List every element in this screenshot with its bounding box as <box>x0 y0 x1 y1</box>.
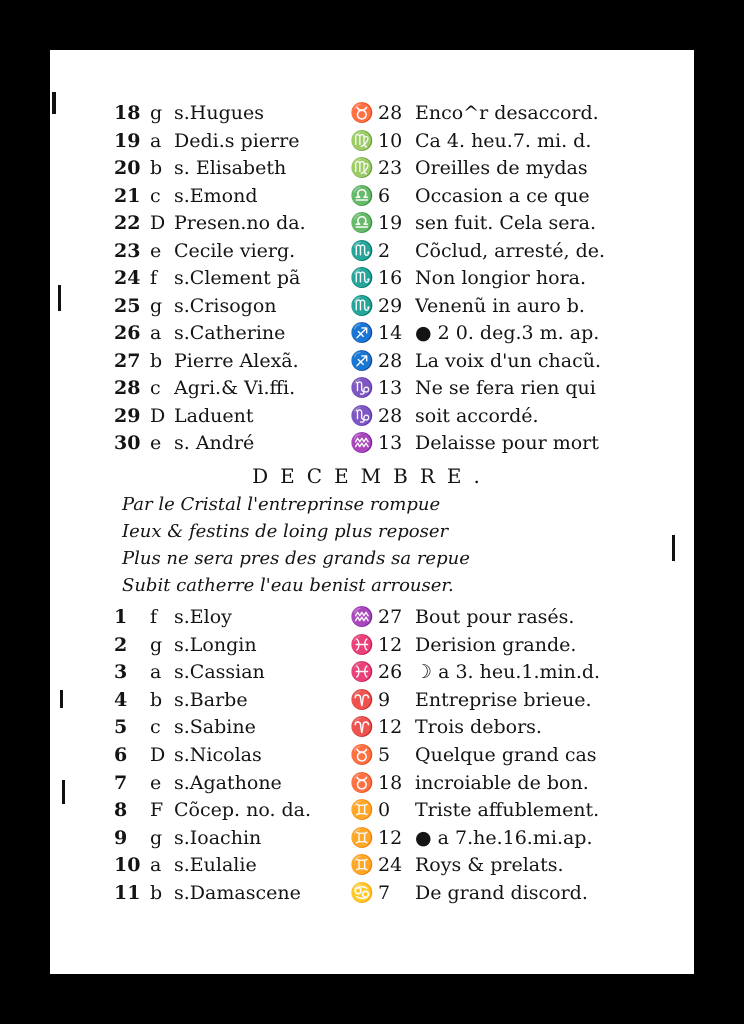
day-number: 8 <box>114 799 128 822</box>
day-number: 10 <box>114 854 141 877</box>
dominical-letter: a <box>150 661 162 684</box>
zodiac-degree: 6 <box>378 184 391 207</box>
prediction-text: Ne se fera rien qui <box>415 377 596 399</box>
day-number: 22 <box>114 212 141 234</box>
calendar-row <box>50 604 694 630</box>
day-number: 20 <box>114 157 141 179</box>
dominical-letter: b <box>150 882 163 904</box>
saint-name: Laduent <box>174 404 254 427</box>
dominical-letter: a <box>150 129 162 152</box>
prediction-text: De grand discord. <box>415 882 588 904</box>
calendar-row <box>50 852 694 878</box>
day-number: 9 <box>114 826 128 849</box>
calendar-row <box>50 632 694 658</box>
dominical-letter: a <box>150 854 162 877</box>
saint-name: s.Emond <box>174 184 258 207</box>
saint-name: s. André <box>174 432 255 454</box>
day-number: 11 <box>114 882 141 904</box>
prediction-text: incroiable de bon. <box>415 771 589 794</box>
calendar-row <box>50 293 694 319</box>
saint-name: s.Eulalie <box>174 854 257 877</box>
saint-name: Dedi.s pierre <box>174 129 300 152</box>
zodiac-sign-icon: ♈ <box>350 688 374 711</box>
day-number: 27 <box>114 349 141 372</box>
zodiac-degree: 10 <box>378 129 403 152</box>
prediction-text: Non longior hora. <box>415 267 587 289</box>
calendar-row <box>50 659 694 685</box>
saint-name: s.Ioachin <box>174 826 262 849</box>
zodiac-degree: 29 <box>378 294 403 317</box>
zodiac-sign-icon: ♉ <box>350 771 374 794</box>
calendar-row <box>50 742 694 768</box>
zodiac-degree: 23 <box>378 157 403 179</box>
scan-mark-left <box>60 690 63 708</box>
prediction-text: Oreilles de mydas <box>415 157 588 179</box>
month-heading: DECEMBRE. <box>252 464 492 488</box>
dominical-letter: b <box>150 688 163 711</box>
zodiac-degree: 28 <box>378 349 403 372</box>
zodiac-degree: 28 <box>378 102 403 124</box>
saint-name: Presen.no da. <box>174 212 306 234</box>
saint-name: Agri.& Vi.ffi. <box>174 377 296 399</box>
dominical-letter: c <box>150 377 161 399</box>
calendar-row <box>50 403 694 429</box>
dominical-letter: e <box>150 432 162 454</box>
zodiac-sign-icon: ♒ <box>350 606 374 628</box>
day-number: 23 <box>114 239 141 262</box>
zodiac-degree: 12 <box>378 716 403 739</box>
calendar-row <box>50 770 694 796</box>
prediction-text: Triste affublement. <box>415 799 600 822</box>
dominical-letter: D <box>150 404 166 427</box>
prediction-text: La voix d'un chacũ. <box>415 349 602 372</box>
prediction-text: Quelque grand cas <box>415 744 597 766</box>
saint-name: s.Clement pã <box>174 267 301 289</box>
zodiac-sign-icon: ♊ <box>350 854 374 877</box>
calendar-row <box>50 183 694 209</box>
day-number: 30 <box>114 432 141 454</box>
scan-mark-right <box>672 535 675 561</box>
prediction-text: Derision grande. <box>415 633 577 656</box>
prediction-text: Roys & prelats. <box>415 854 564 877</box>
saint-name: s.Damascene <box>174 882 301 904</box>
saint-name: s. Elisabeth <box>174 157 287 179</box>
zodiac-degree: 14 <box>378 322 403 344</box>
zodiac-sign-icon: ♎ <box>350 184 374 207</box>
calendar-row <box>50 825 694 851</box>
zodiac-degree: 12 <box>378 826 403 849</box>
calendar-row <box>50 100 694 126</box>
saint-name: s.Catherine <box>174 322 286 344</box>
zodiac-degree: 13 <box>378 377 403 399</box>
scan-mark-left <box>62 780 65 804</box>
zodiac-sign-icon: ♋ <box>350 882 374 904</box>
zodiac-degree: 27 <box>378 606 403 628</box>
scan-mark-left <box>52 92 56 114</box>
zodiac-sign-icon: ♎ <box>350 212 374 234</box>
calendar-row <box>50 430 694 456</box>
day-number: 21 <box>114 184 141 207</box>
verse-line: Subit catherre l'eau benist arrouser. <box>122 575 454 596</box>
dominical-letter: F <box>150 799 164 822</box>
prediction-text: Enco^r desaccord. <box>415 102 599 124</box>
saint-name: s.Crisogon <box>174 294 277 317</box>
saint-name: s.Nicolas <box>174 744 262 766</box>
zodiac-degree: 2 <box>378 239 391 262</box>
zodiac-sign-icon: ♏ <box>350 267 374 289</box>
prediction-text: Occasion a ce que <box>415 184 590 207</box>
dominical-letter: D <box>150 212 166 234</box>
zodiac-sign-icon: ♓ <box>350 633 374 656</box>
zodiac-sign-icon: ♑ <box>350 404 374 427</box>
prediction-text: Ca 4. heu.7. mi. d. <box>415 129 592 152</box>
dominical-letter: f <box>150 267 158 289</box>
zodiac-degree: 26 <box>378 661 403 684</box>
dominical-letter: c <box>150 716 161 739</box>
saint-name: s.Cassian <box>174 661 265 684</box>
prediction-text: ● 2 0. deg.3 m. ap. <box>415 322 600 344</box>
saint-name: s.Hugues <box>174 102 264 124</box>
prediction-text: Delaisse pour mort <box>415 432 599 454</box>
zodiac-degree: 24 <box>378 854 403 877</box>
calendar-row <box>50 128 694 154</box>
day-number: 6 <box>114 744 128 766</box>
saint-name: s.Longin <box>174 633 257 656</box>
prediction-text: ● a 7.he.16.mi.ap. <box>415 826 593 849</box>
prediction-text: ☽ a 3. heu.1.min.d. <box>415 661 601 684</box>
zodiac-sign-icon: ♊ <box>350 799 374 822</box>
saint-name: s.Agathone <box>174 771 282 794</box>
scan-mark-left <box>58 285 61 311</box>
zodiac-sign-icon: ♐ <box>350 322 374 344</box>
zodiac-degree: 16 <box>378 267 403 289</box>
verse-line: Plus ne sera pres des grands sa repue <box>122 548 470 569</box>
calendar-row <box>50 210 694 236</box>
day-number: 3 <box>114 661 128 684</box>
dominical-letter: b <box>150 349 163 372</box>
zodiac-sign-icon: ♏ <box>350 294 374 317</box>
zodiac-sign-icon: ♍ <box>350 129 374 152</box>
saint-name: s.Barbe <box>174 688 248 711</box>
dominical-letter: g <box>150 102 163 124</box>
zodiac-degree: 13 <box>378 432 403 454</box>
calendar-row <box>50 320 694 346</box>
saint-name: s.Sabine <box>174 716 256 739</box>
calendar-row <box>50 714 694 740</box>
prediction-text: Bout pour rasés. <box>415 606 575 628</box>
prediction-text: Venenũ in auro b. <box>415 294 585 317</box>
dominical-letter: e <box>150 771 162 794</box>
dominical-letter: c <box>150 184 161 207</box>
saint-name: Cõcep. no. da. <box>174 799 312 822</box>
calendar-row <box>50 687 694 713</box>
saint-name: s.Eloy <box>174 606 232 628</box>
zodiac-degree: 18 <box>378 771 403 794</box>
day-number: 18 <box>114 102 141 124</box>
day-number: 29 <box>114 404 141 427</box>
zodiac-degree: 12 <box>378 633 403 656</box>
verse-line: Par le Cristal l'entreprinse rompue <box>122 494 441 515</box>
zodiac-sign-icon: ♉ <box>350 102 374 124</box>
day-number: 1 <box>114 606 128 628</box>
day-number: 24 <box>114 267 141 289</box>
saint-name: Pierre Alexã. <box>174 349 299 372</box>
zodiac-degree: 7 <box>378 882 391 904</box>
dominical-letter: g <box>150 294 163 317</box>
calendar-row <box>50 348 694 374</box>
zodiac-sign-icon: ♍ <box>350 157 374 179</box>
calendar-row <box>50 375 694 401</box>
zodiac-sign-icon: ♊ <box>350 826 374 849</box>
calendar-row <box>50 880 694 906</box>
day-number: 5 <box>114 716 128 739</box>
prediction-text: sen fuit. Cela sera. <box>415 212 597 234</box>
zodiac-degree: 5 <box>378 744 391 766</box>
calendar-row <box>50 797 694 823</box>
prediction-text: soit accordé. <box>415 404 539 427</box>
dominical-letter: b <box>150 157 163 179</box>
calendar-row <box>50 238 694 264</box>
zodiac-degree: 0 <box>378 799 391 822</box>
zodiac-sign-icon: ♈ <box>350 716 374 739</box>
day-number: 4 <box>114 688 128 711</box>
zodiac-sign-icon: ♓ <box>350 661 374 684</box>
day-number: 7 <box>114 771 128 794</box>
dominical-letter: D <box>150 744 166 766</box>
zodiac-sign-icon: ♐ <box>350 349 374 372</box>
zodiac-sign-icon: ♉ <box>350 744 374 766</box>
day-number: 19 <box>114 129 141 152</box>
prediction-text: Trois debors. <box>415 716 542 739</box>
zodiac-degree: 9 <box>378 688 391 711</box>
verse-line: Ieux & festins de loing plus reposer <box>122 521 449 542</box>
almanac-page <box>50 50 694 974</box>
zodiac-sign-icon: ♑ <box>350 377 374 399</box>
zodiac-sign-icon: ♏ <box>350 239 374 262</box>
dominical-letter: g <box>150 826 163 849</box>
saint-name: Cecile vierg. <box>174 239 296 262</box>
zodiac-degree: 19 <box>378 212 403 234</box>
dominical-letter: a <box>150 322 162 344</box>
zodiac-sign-icon: ♒ <box>350 432 374 454</box>
day-number: 26 <box>114 322 141 344</box>
day-number: 2 <box>114 633 128 656</box>
dominical-letter: e <box>150 239 162 262</box>
zodiac-degree: 28 <box>378 404 403 427</box>
dominical-letter: g <box>150 633 163 656</box>
prediction-text: Entreprise brieue. <box>415 688 592 711</box>
day-number: 25 <box>114 294 141 317</box>
calendar-row <box>50 265 694 291</box>
prediction-text: Cõclud, arresté, de. <box>415 239 606 262</box>
dominical-letter: f <box>150 606 158 628</box>
day-number: 28 <box>114 377 141 399</box>
calendar-row <box>50 155 694 181</box>
